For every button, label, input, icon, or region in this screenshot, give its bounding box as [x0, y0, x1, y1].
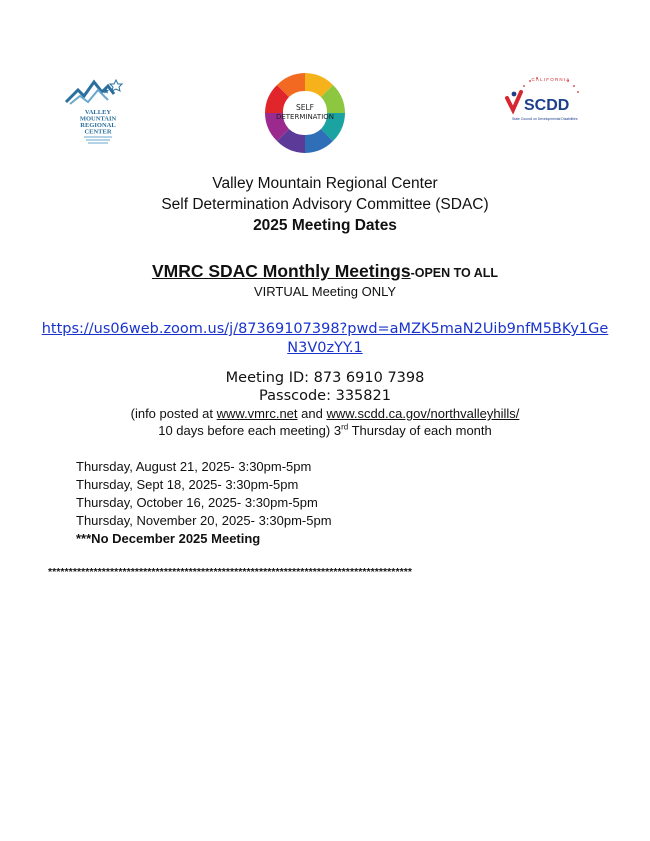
- schedule-note: [0, 422, 650, 440]
- meeting-dates-list: [76, 458, 332, 548]
- meeting-date-item: Thursday, October 16, 2025- 3:30pm-5pm: [76, 495, 318, 510]
- vmrc-logo-word-2: MOUNTAIN: [79, 115, 117, 123]
- meeting-id: Meeting ID: 873 6910 7398: [225, 370, 425, 386]
- committee-name: Self Determination Advisory Committee (SDAC): [161, 196, 489, 213]
- self-determination-logo: [262, 70, 348, 156]
- asterisk-divider: ****************************************************************************************: [48, 566, 412, 578]
- scdd-website-link[interactable]: www.scdd.ca.gov/northvalleyhills/: [326, 406, 520, 421]
- self-determination-ring-icon: [262, 70, 348, 156]
- meeting-date-item: Thursday, August 21, 2025- 3:30pm-5pm: [76, 459, 312, 474]
- vmrc-website-link[interactable]: www.vmrc.net: [216, 406, 298, 421]
- no-december-meeting-note: ***No December 2025 Meeting: [76, 531, 261, 546]
- vmrc-logo-word-1: VALLEY: [84, 109, 112, 116]
- vmrc-mountain-icon: [62, 74, 132, 146]
- posted-info: [0, 405, 650, 423]
- scdd-wordmark: SCDD: [524, 97, 570, 114]
- schedule-note-text: 10 days before each meeting) 3: [158, 423, 342, 438]
- vmrc-logo-word-4: CENTER: [84, 128, 112, 136]
- vmrc-logo: [62, 74, 132, 146]
- schedule-note-ordinal: rd: [341, 422, 349, 432]
- scdd-emblem-icon: [504, 72, 588, 126]
- scdd-caption: State Council on Developmental Disabilities: [512, 117, 578, 121]
- sd-logo-word-1: SELF: [296, 103, 314, 112]
- meetings-heading: [0, 260, 650, 284]
- meetings-heading-title: VMRC SDAC Monthly Meetings: [151, 261, 411, 281]
- virtual-note: VIRTUAL Meeting ONLY: [253, 284, 397, 299]
- meeting-dates-title: 2025 Meeting Dates: [253, 217, 397, 234]
- sd-logo-word-2: DETERMINATION: [275, 113, 335, 121]
- organization-name: Valley Mountain Regional Center: [212, 175, 438, 192]
- schedule-note-suffix: Thursday of each month: [348, 423, 492, 438]
- posted-and: and: [297, 406, 327, 421]
- zoom-link-line-1[interactable]: https://us06web.zoom.us/j/87369107398?pwd=aMZK5maN2Uib9nfM5BKy1Ge: [41, 321, 609, 337]
- scdd-logo: [504, 72, 588, 126]
- meetings-heading-suffix: -OPEN TO ALL: [410, 266, 499, 280]
- passcode: Passcode: 335821: [259, 388, 391, 404]
- scdd-state-label: CALIFORNIA: [531, 77, 571, 82]
- posted-prefix: (info posted at: [130, 406, 217, 421]
- meeting-date-item: Thursday, November 20, 2025- 3:30pm-5pm: [76, 513, 332, 528]
- vmrc-logo-word-3: REGIONAL: [80, 122, 116, 129]
- meeting-date-item: Thursday, Sept 18, 2025- 3:30pm-5pm: [76, 477, 299, 492]
- zoom-link-line-2[interactable]: N3V0zYY.1: [287, 340, 363, 356]
